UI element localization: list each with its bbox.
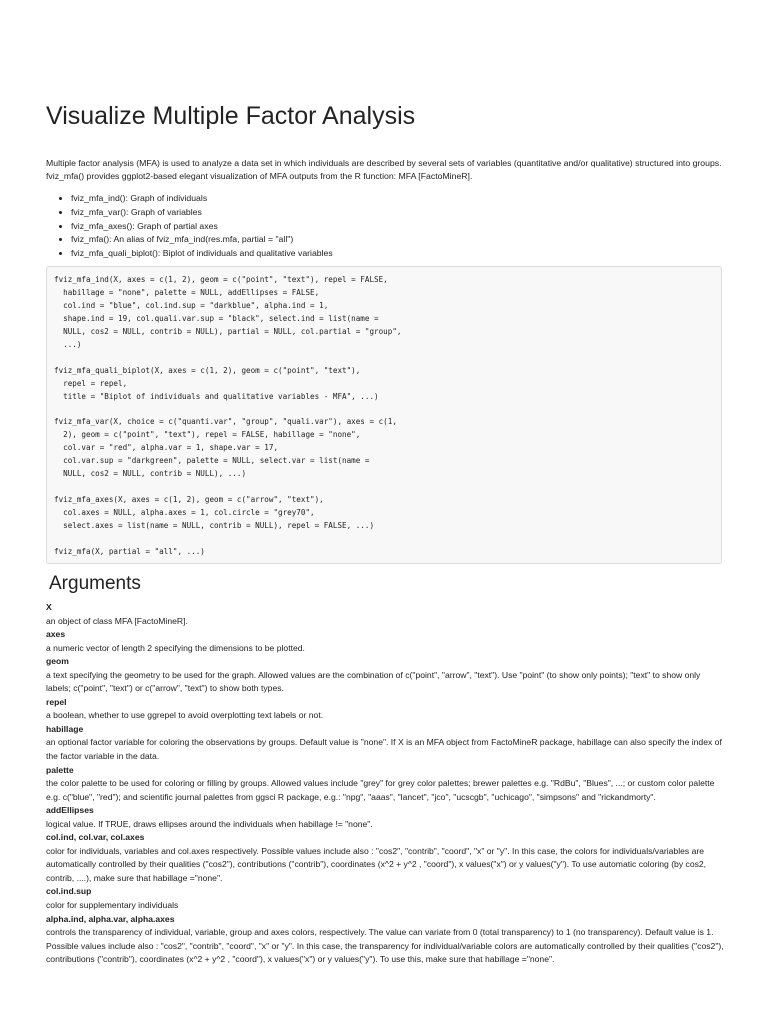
list-item: • fviz_mfa_quali_biplot(): Biplot of individuals and qualitative variables bbox=[71, 247, 333, 261]
usage-code-block[interactable] bbox=[46, 266, 722, 564]
argument-name: habillage bbox=[46, 723, 84, 734]
page-title: Visualize Multiple Factor Analysis bbox=[46, 102, 416, 130]
argument-name: geom bbox=[46, 656, 69, 667]
argument-description: logical value. If TRUE, draws ellipses around the individuals when habillage != "none". bbox=[46, 818, 373, 829]
usage-code[interactable]: fviz_mfa_ind(X, axes = c(1, 2), geom = c("point", "text"), repel = FALSE, habillage = "none", palette = NULL, addEllipses = FALSE, col.ind = "blue", col.ind.sup = "darkblue", alpha.ind = 1, shape.ind = 19, col.quali.var.sup = "black", select.ind = list(name = NULL, cos2 = NULL, contrib = NULL), partial = NULL, col.partial = "group", ...) fviz_mfa_quali_biplot(X, axes = c(1, 2), geom = c("point", "text"), repel = repel, title = "Biplot of individuals and qualitative variables - MFA", ...) fviz_mfa_var(X, choice = c("quanti.var", "group", "quali.var"), axes = c(1, 2), geom = c("point", "text"), repel = FALSE, habillage = "none", col.var = "red", alpha.var = 1, shape.var = 17, col.var.sup = "darkgreen", palette = NULL, select.var = list(name = NULL, cos2 = NULL, contrib = NULL), ...) fviz_mfa_axes(X, axes = c(1, 2), geom = c("arrow", "text"), col.axes = NULL, alpha.axes = 1, col.circle = "grey70", select.axes = list(name = NULL, contrib = NULL), repel = FALSE, ...) fviz_mfa(X, partial = "all", ...) bbox=[54, 275, 402, 557]
argument-description: a text specifying the geometry to be used for the graph. Allowed values are the combination of c("point", "arrow", "text"). Use "point" (to show only points); "text" to show only labels; c("point", "text") or c("arrow", "text") to show both types. bbox=[46, 669, 701, 694]
argument-description: a numeric vector of length 2 specifying the dimensions to be plotted. bbox=[46, 642, 305, 653]
list-item: • fviz_mfa(): An alias of fviz_mfa_ind(res.mfa, partial = "all") bbox=[71, 233, 333, 247]
argument-name: col.ind, col.var, col.axes bbox=[46, 832, 145, 843]
argument-description: an optional factor variable for coloring the observations by groups. Default value is "none". If X is an MFA object from FactoMineR package, habillage can also specify the index of the factor variable in the data. bbox=[46, 737, 722, 762]
argument-name: alpha.ind, alpha.var, alpha.axes bbox=[46, 913, 175, 924]
list-item: • fviz_mfa_ind(): Graph of individuals bbox=[71, 192, 333, 206]
argument-description: color for supplementary individuals bbox=[46, 900, 179, 911]
argument-description: controls the transparency of individual, variable, group and axes colors, respectively. The value can variate from 0 (total transparency) to 1 (no transparency). Default value is 1. Possible values include also : "cos2", "contrib", "coord", "x" or "y". In this case, the transparency for individual/variable colors are automatically controlled by their qualities ("cos2"), contributions ("contrib"), coordinates (x^2 + y^2 , "coord"), x values("x") or y values("y"). To use this, make sure that habillage ="none". bbox=[46, 927, 724, 965]
argument-name: repel bbox=[46, 696, 67, 707]
intro-paragraph: Multiple factor analysis (MFA) is used to analyze a data set in which individuals are described by several sets of variables (quantitative and/or qualitative) structured into groups. fviz_mfa() provides ggplot2-based elegant visualization of MFA outputs from the R function: MFA [FactoMineR]. bbox=[46, 158, 722, 181]
argument-description: the color palette to be used for coloring or filling by groups. Allowed values include "grey" for grey color palettes; brewer palettes e.g. "RdBu", "Blues", ...; or custom color palette e.g. c("blue", "red"); and scientific journal palettes from ggsci R package, e.g.: "npg", "aaas", "lancet", "jco", "ucscgb", "uchicago", "simpsons" and "rickandmorty". bbox=[46, 778, 715, 802]
argument-name: col.ind.sup bbox=[46, 886, 92, 897]
list-item: • fviz_mfa_var(): Graph of variables bbox=[71, 206, 333, 220]
list-item: • fviz_mfa_axes(): Graph of partial axes bbox=[71, 220, 333, 234]
arguments-list bbox=[46, 601, 726, 967]
function-list bbox=[46, 192, 333, 261]
argument-name: palette bbox=[46, 764, 74, 775]
argument-description: color for individuals, variables and col.axes respectively. Possible values include also : "cos2", "contrib", "coord", "x" or "y". In this case, the colors for individuals/variables are automatically controlled by their qualities ("cos2"), contributions ("contrib"), coordinates (x^2 + y^2 , "coord"), x values("x") or y values("y"). To use automatic coloring (by cos2, contrib, ....), make sure that habillage ="none". bbox=[46, 845, 707, 883]
argument-name: addEllipses bbox=[46, 805, 94, 816]
argument-name: X bbox=[46, 602, 52, 612]
argument-description: a boolean, whether to use ggrepel to avoid overplotting text labels or not. bbox=[46, 710, 324, 721]
argument-name: axes bbox=[46, 629, 66, 640]
arguments-heading: Arguments bbox=[49, 573, 141, 594]
argument-description: an object of class MFA [FactoMineR]. bbox=[46, 615, 188, 626]
